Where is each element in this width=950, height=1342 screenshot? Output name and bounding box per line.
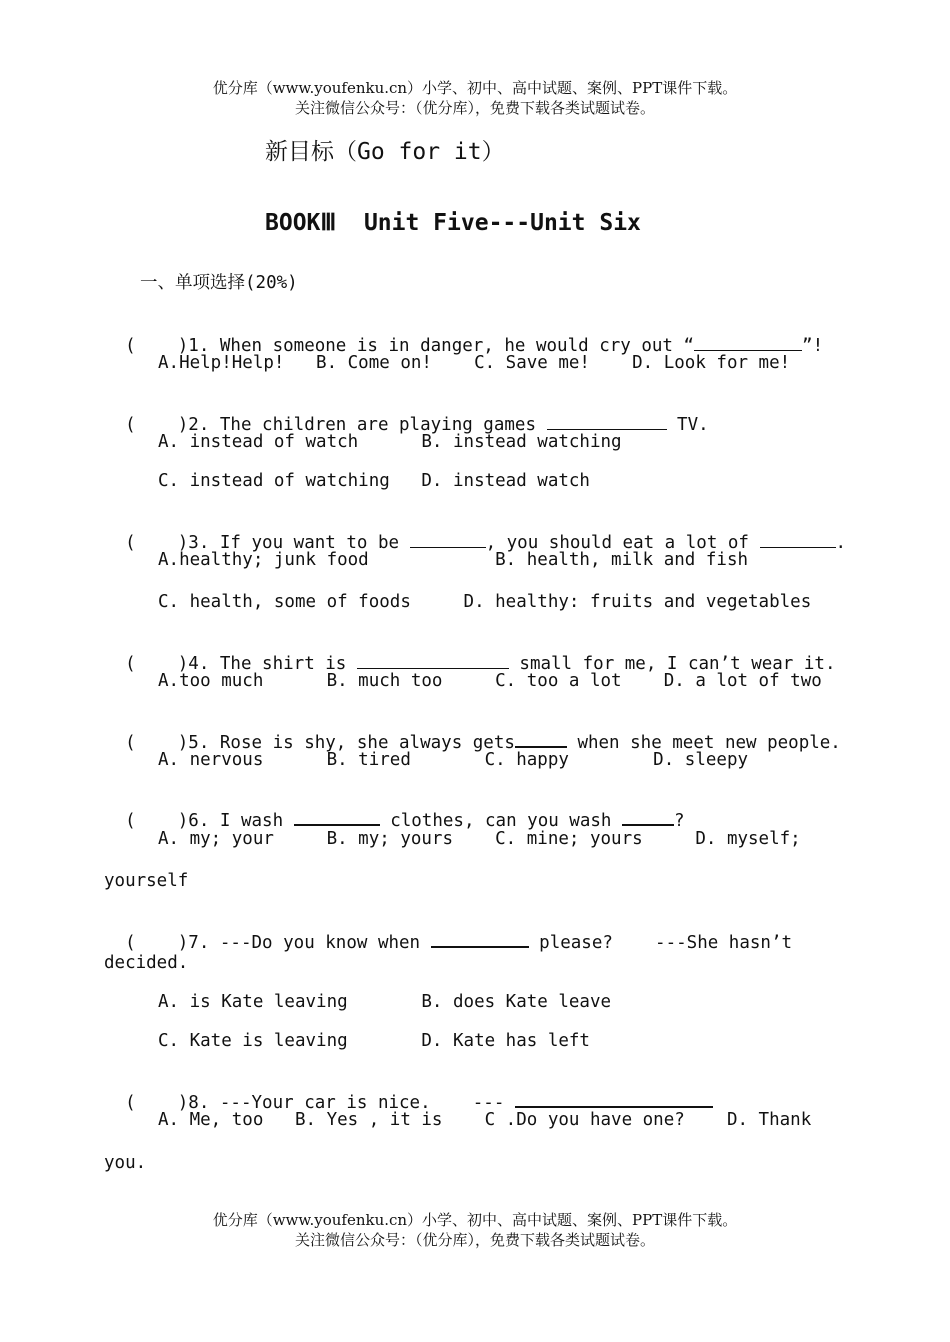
question-4-text-b: small for me, I can’t wear it.	[508, 654, 836, 674]
question-3-blank-1[interactable]	[410, 533, 486, 548]
question-8-blank[interactable]	[515, 1092, 713, 1108]
question-6-text-c: ?	[673, 811, 685, 831]
section-heading: 一、单项选择(20%)	[140, 273, 298, 293]
question-2-text-a: ( )2. The children are playing games	[125, 415, 547, 435]
question-7-blank[interactable]	[431, 932, 529, 948]
question-1-options: A.Help!Help! B. Come on! C. Save me! D. Look for me!	[158, 353, 791, 373]
question-8-options-wrap: you.	[104, 1153, 147, 1173]
question-4-options: A.too much B. much too C. too a lot D. a lot of two	[158, 671, 822, 691]
question-7-options-row-2: C. Kate is leaving D. Kate has left	[158, 1031, 590, 1051]
question-4-blank[interactable]	[357, 654, 509, 669]
question-5-text-b: when she meet new people.	[566, 733, 841, 753]
question-3-text-c: .	[835, 533, 847, 553]
question-1-stem	[104, 313, 823, 357]
page-header-line-1: 优分库（www.youfenku.cn）小学、初中、高中试题、案例、PPT课件下载。	[212, 79, 738, 97]
question-7-stem-wrap: decided.	[104, 953, 189, 973]
question-3-blank-2[interactable]	[760, 533, 836, 548]
question-3-options-row-2: C. health, some of foods D. healthy: fruits and vegetables	[158, 592, 812, 612]
question-6-blank-2[interactable]	[622, 810, 674, 826]
question-2-blank[interactable]	[547, 415, 667, 430]
question-8-text-a: ( )8. ---Your car is nice. ---	[125, 1093, 515, 1113]
question-1-blank[interactable]	[694, 336, 802, 351]
question-6-options: A. my; your B. my; yours C. mine; yours D. myself;	[158, 829, 801, 849]
question-3-text-b: , you should eat a lot of	[485, 533, 760, 553]
document-subtitle: BOOKⅢ Unit Five---Unit Six	[265, 210, 641, 236]
question-2-stem	[104, 392, 709, 436]
page-footer-line-2: 关注微信公众号：（优分库），免费下载各类试题试卷。	[294, 1231, 655, 1249]
question-7-stem	[104, 910, 792, 954]
question-6-stem	[104, 788, 685, 832]
question-7-options-row-1: A. is Kate leaving B. does Kate leave	[158, 992, 612, 1012]
question-5-stem	[104, 710, 841, 754]
question-3-stem	[104, 510, 846, 554]
question-2-options-row-1: A. instead of watch B. instead watching	[158, 432, 622, 452]
question-2-text-b: TV.	[666, 415, 709, 435]
question-3-options-row-1: A.healthy; junk food B. health, milk and fish	[158, 550, 749, 570]
question-6-options-wrap: yourself	[104, 871, 189, 891]
question-4-text-a: ( )4. The shirt is	[125, 654, 357, 674]
document-title: 新目标（Go for it）	[265, 139, 505, 165]
question-6-text-a: ( )6. I wash	[125, 811, 294, 831]
question-8-stem	[104, 1070, 713, 1114]
question-6-blank-1[interactable]	[294, 810, 380, 826]
question-4-stem	[104, 631, 836, 675]
question-8-options: A. Me, too B. Yes , it is C .Do you have one? D. Thank	[158, 1110, 812, 1130]
question-6-text-b: clothes, can you wash	[379, 811, 622, 831]
question-7-text-a: ( )7. ---Do you know when	[125, 933, 431, 953]
question-2-options-row-2: C. instead of watching D. instead watch	[158, 471, 590, 491]
page-header-line-2: 关注微信公众号：（优分库），免费下载各类试题试卷。	[294, 99, 655, 117]
question-1-text-b: ”!	[802, 336, 824, 356]
page-footer-line-1: 优分库（www.youfenku.cn）小学、初中、高中试题、案例、PPT课件下载。	[212, 1211, 738, 1229]
question-3-text-a: ( )3. If you want to be	[125, 533, 410, 553]
question-5-options: A. nervous B. tired C. happy D. sleepy	[158, 750, 749, 770]
question-5-text-a: ( )5. Rose is shy, she always gets	[125, 733, 515, 753]
question-5-blank[interactable]	[515, 732, 567, 748]
question-7-text-b: please? ---She hasn’t	[528, 933, 793, 953]
question-1-text-a: ( )1. When someone is in danger, he would cry out “	[125, 336, 695, 356]
